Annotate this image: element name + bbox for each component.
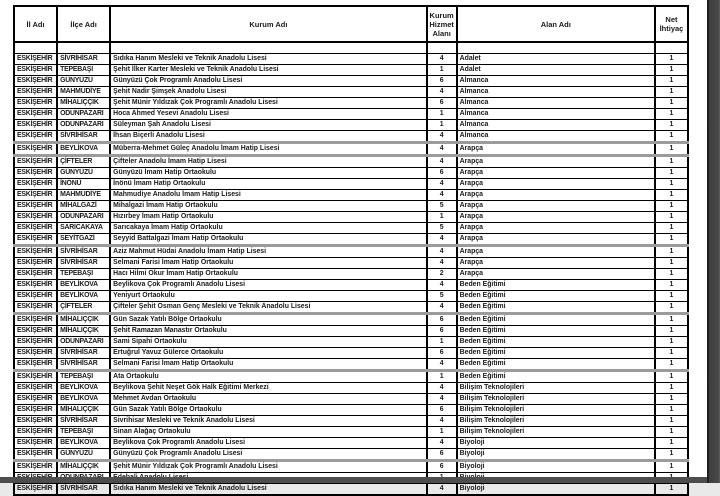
- page-edge-bottom: [0, 477, 707, 483]
- table-cell: ODUNPAZARI: [57, 337, 110, 348]
- table-cell: Beden Eğitimi: [457, 348, 655, 359]
- table-cell: MİHALGAZİ: [57, 201, 110, 212]
- table-cell: Bilişim Teknolojileri: [457, 427, 655, 438]
- table-cell: 6: [427, 348, 457, 359]
- table-row: [14, 280, 688, 291]
- table-cell: 1: [427, 427, 457, 438]
- table-cell: ODUNPAZARI: [57, 120, 110, 131]
- table-cell: MİHALIÇÇIK: [57, 461, 110, 473]
- table-cell: 6: [427, 326, 457, 337]
- table-cell: SİVRİHİSAR: [57, 131, 110, 143]
- table-cell: Bilişim Teknolojileri: [457, 383, 655, 394]
- table-cell: 4: [427, 394, 457, 405]
- table-cell: 1: [655, 394, 688, 405]
- table-cell: Mihalgazi İmam Hatip Ortaokulu: [110, 201, 426, 212]
- table-cell: SİVRİHİSAR: [57, 54, 110, 65]
- table-row: [14, 156, 688, 168]
- table-cell: BEYLİKOVA: [57, 438, 110, 449]
- table-cell: 4: [427, 234, 457, 246]
- table-cell: 1: [655, 168, 688, 179]
- table-row: [14, 326, 688, 337]
- table-cell: ESKİŞEHİR: [14, 449, 57, 461]
- table-cell: GÜNYÜZÜ: [57, 449, 110, 461]
- table-row: [14, 383, 688, 394]
- table-cell: 6: [427, 168, 457, 179]
- table-cell: Arapça: [457, 168, 655, 179]
- table-cell: ESKİŞEHİR: [14, 246, 57, 258]
- table-row: [14, 98, 688, 109]
- table-row: [14, 449, 688, 461]
- table-cell: 1: [655, 291, 688, 302]
- table-cell: 1: [655, 156, 688, 168]
- table-row: [14, 269, 688, 280]
- table-cell: Mehmet Avdan Ortaokulu: [110, 394, 426, 405]
- table-cell: 4: [427, 280, 457, 291]
- table-cell: ESKİŞEHİR: [14, 416, 57, 427]
- table-cell: 1: [427, 65, 457, 76]
- column-header: Alan Adı: [457, 6, 655, 42]
- table-cell: Beden Eğitimi: [457, 359, 655, 371]
- spacer-cell: [427, 42, 457, 54]
- table-cell: 4: [427, 258, 457, 269]
- table-cell: 4: [427, 438, 457, 449]
- table-cell: 1: [655, 190, 688, 201]
- table-cell: Biyoloji: [457, 484, 655, 496]
- table-cell: ÇİFTELER: [57, 156, 110, 168]
- table-cell: 1: [655, 337, 688, 348]
- table-cell: 1: [655, 416, 688, 427]
- table-cell: ESKİŞEHİR: [14, 131, 57, 143]
- table-cell: Çifteler Şehit Osman Genç Mesleki ve Teknik Anadolu Lisesi: [110, 302, 426, 314]
- header-spacer-row: [14, 42, 688, 54]
- table-cell: ESKİŞEHİR: [14, 405, 57, 416]
- table-cell: Beden Eğitimi: [457, 314, 655, 326]
- table-cell: BEYLİKOVA: [57, 280, 110, 291]
- table-cell: Adalet: [457, 54, 655, 65]
- table-cell: Arapça: [457, 143, 655, 156]
- table-cell: Almanca: [457, 120, 655, 131]
- table-cell: İhsan Biçerli Anadolu Lisesi: [110, 131, 426, 143]
- column-header: Net İhtiyaç: [655, 6, 688, 42]
- spacer-cell: [14, 42, 57, 54]
- table-cell: 6: [427, 314, 457, 326]
- table-cell: 4: [427, 87, 457, 98]
- table-cell: BEYLİKOVA: [57, 394, 110, 405]
- spacer-cell: [110, 42, 426, 54]
- table-cell: Şehit Ramazan Manastır Ortaokulu: [110, 326, 426, 337]
- table-cell: Sıdıka Hanım Mesleki ve Teknik Anadolu Lisesi: [110, 54, 426, 65]
- table-cell: SARICAKAYA: [57, 223, 110, 234]
- table-cell: 1: [655, 438, 688, 449]
- table-cell: ESKİŞEHİR: [14, 120, 57, 131]
- column-header: İl Adı: [14, 6, 57, 42]
- table-cell: Bilişim Teknolojileri: [457, 405, 655, 416]
- table-cell: ESKİŞEHİR: [14, 109, 57, 120]
- table-cell: TEPEBAŞI: [57, 427, 110, 438]
- table-cell: ESKİŞEHİR: [14, 168, 57, 179]
- table-cell: 5: [427, 291, 457, 302]
- table-cell: 4: [427, 54, 457, 65]
- table-cell: TEPEBAŞI: [57, 65, 110, 76]
- table-cell: Arapça: [457, 190, 655, 201]
- table-cell: 1: [655, 212, 688, 223]
- table-cell: 6: [427, 98, 457, 109]
- table-cell: 1: [655, 383, 688, 394]
- table-cell: 4: [427, 246, 457, 258]
- table-cell: 6: [427, 405, 457, 416]
- table-cell: ESKİŞEHİR: [14, 156, 57, 168]
- table-cell: 1: [655, 427, 688, 438]
- table-row: [14, 348, 688, 359]
- table-cell: ESKİŞEHİR: [14, 337, 57, 348]
- table-row: [14, 234, 688, 246]
- table-row: [14, 394, 688, 405]
- table-header: [14, 6, 688, 42]
- table-cell: ESKİŞEHİR: [14, 484, 57, 496]
- table-cell: Günyüzü Çok Programlı Anadolu Lisesi: [110, 76, 426, 87]
- table-cell: ESKİŞEHİR: [14, 201, 57, 212]
- table-cell: SİVRİHİSAR: [57, 348, 110, 359]
- table-cell: Aziz Mahmut Hüdai Anadolu İmam Hatip Lisesi: [110, 246, 426, 258]
- table-row: [14, 179, 688, 190]
- table-cell: Ata Ortaokulu: [110, 371, 426, 383]
- table-cell: 4: [427, 359, 457, 371]
- table-row: [14, 291, 688, 302]
- table-cell: ESKİŞEHİR: [14, 394, 57, 405]
- table-cell: ESKİŞEHİR: [14, 359, 57, 371]
- table-cell: ESKİŞEHİR: [14, 234, 57, 246]
- table-cell: TEPEBAŞI: [57, 371, 110, 383]
- table-cell: ESKİŞEHİR: [14, 427, 57, 438]
- table-cell: ESKİŞEHİR: [14, 258, 57, 269]
- table-row: [14, 223, 688, 234]
- column-header: Kurum Adı: [110, 6, 426, 42]
- table-row: [14, 131, 688, 143]
- table-cell: ODUNPAZARI: [57, 109, 110, 120]
- table-cell: Biyoloji: [457, 449, 655, 461]
- table-row: [14, 416, 688, 427]
- table-row: [14, 314, 688, 326]
- table-cell: 1: [655, 359, 688, 371]
- table-cell: Arapça: [457, 234, 655, 246]
- table-cell: TEPEBAŞI: [57, 269, 110, 280]
- table-cell: 1: [655, 65, 688, 76]
- table-cell: Almanca: [457, 87, 655, 98]
- table-cell: Günyüzü Çok Programlı Anadolu Lisesi: [110, 449, 426, 461]
- table-cell: Arapça: [457, 258, 655, 269]
- table-cell: 1: [655, 484, 688, 496]
- table-cell: 4: [427, 302, 457, 314]
- table-cell: Gün Sazak Yatılı Bölge Ortaokulu: [110, 314, 426, 326]
- table-cell: Ertuğrul Yavuz Gülerce Ortaokulu: [110, 348, 426, 359]
- table-cell: ESKİŞEHİR: [14, 280, 57, 291]
- table-cell: Sivrihisar Mesleki ve Teknik Anadolu Lisesi: [110, 416, 426, 427]
- table-row: [14, 65, 688, 76]
- table-cell: Bilişim Teknolojileri: [457, 394, 655, 405]
- table-cell: BEYLİKOVA: [57, 291, 110, 302]
- table-cell: Adalet: [457, 65, 655, 76]
- table-cell: İnönü İmam Hatip Ortaokulu: [110, 179, 426, 190]
- table-cell: Sami Sipahi Ortaokulu: [110, 337, 426, 348]
- table-cell: Beylikova Çok Programlı Anadolu Lisesi: [110, 438, 426, 449]
- table-row: [14, 302, 688, 314]
- table-cell: 1: [655, 302, 688, 314]
- table-cell: BEYLİKOVA: [57, 383, 110, 394]
- table-row: [14, 461, 688, 473]
- table-cell: Beden Eğitimi: [457, 337, 655, 348]
- table-cell: SİVRİHİSAR: [57, 246, 110, 258]
- table-cell: ESKİŞEHİR: [14, 269, 57, 280]
- table-cell: ODUNPAZARI: [57, 212, 110, 223]
- table-cell: 1: [655, 131, 688, 143]
- table-cell: 1: [655, 76, 688, 87]
- table-cell: ESKİŞEHİR: [14, 383, 57, 394]
- table-cell: Hacı Hilmi Okur İmam Hatip Ortaokulu: [110, 269, 426, 280]
- table-cell: 1: [655, 234, 688, 246]
- table-cell: 1: [655, 258, 688, 269]
- table-cell: 5: [427, 201, 457, 212]
- table-cell: Şehit Nadir Şimşek Anadolu Lisesi: [110, 87, 426, 98]
- table-row: [14, 246, 688, 258]
- table-cell: ESKİŞEHİR: [14, 87, 57, 98]
- table-cell: 6: [427, 76, 457, 87]
- table-cell: MİHALIÇÇIK: [57, 326, 110, 337]
- table-cell: Almanca: [457, 109, 655, 120]
- spacer-cell: [457, 42, 655, 54]
- table-cell: ESKİŞEHİR: [14, 302, 57, 314]
- table-cell: Arapça: [457, 179, 655, 190]
- table-cell: ESKİŞEHİR: [14, 223, 57, 234]
- table-cell: ÇİFTELER: [57, 302, 110, 314]
- table-cell: Almanca: [457, 98, 655, 109]
- table-cell: 1: [655, 87, 688, 98]
- table-cell: SİVRİHİSAR: [57, 416, 110, 427]
- table-cell: Arapça: [457, 246, 655, 258]
- table-row: [14, 201, 688, 212]
- table-cell: GÜNYÜZÜ: [57, 76, 110, 87]
- table-cell: BEYLİKOVA: [57, 143, 110, 156]
- spacer-cell: [57, 42, 110, 54]
- table-cell: Süleyman Şah Anadolu Lisesi: [110, 120, 426, 131]
- table-cell: Almanca: [457, 131, 655, 143]
- table-cell: SİVRİHİSAR: [57, 258, 110, 269]
- table-cell: 1: [655, 143, 688, 156]
- table-body: [14, 42, 688, 495]
- table-row: [14, 190, 688, 201]
- table-row: [14, 143, 688, 156]
- table-cell: Yeniyurt Ortaokulu: [110, 291, 426, 302]
- table-cell: 1: [655, 314, 688, 326]
- table-cell: SİVRİHİSAR: [57, 484, 110, 496]
- table-row: [14, 87, 688, 98]
- table-cell: Biyoloji: [457, 461, 655, 473]
- table-cell: ESKİŞEHİR: [14, 212, 57, 223]
- table-cell: Bilişim Teknolojileri: [457, 416, 655, 427]
- table-row: [14, 484, 688, 496]
- table-cell: 6: [427, 461, 457, 473]
- table-row: [14, 168, 688, 179]
- table-cell: SEYİTGAZİ: [57, 234, 110, 246]
- table-row: [14, 258, 688, 269]
- table-cell: 4: [427, 131, 457, 143]
- spacer-cell: [655, 42, 688, 54]
- table-cell: ESKİŞEHİR: [14, 371, 57, 383]
- table-cell: Beden Eğitimi: [457, 371, 655, 383]
- table-cell: Hoca Ahmed Yesevi Anadolu Lisesi: [110, 109, 426, 120]
- table-cell: Beden Eğitimi: [457, 302, 655, 314]
- table-cell: Arapça: [457, 223, 655, 234]
- table-row: [14, 359, 688, 371]
- table-cell: ESKİŞEHİR: [14, 461, 57, 473]
- table-cell: ESKİŞEHİR: [14, 98, 57, 109]
- table-cell: Beden Eğitimi: [457, 280, 655, 291]
- table-cell: Beylikova Çok Programlı Anadolu Lisesi: [110, 280, 426, 291]
- table-cell: ESKİŞEHİR: [14, 326, 57, 337]
- table-cell: ESKİŞEHİR: [14, 348, 57, 359]
- table-cell: Beden Eğitimi: [457, 291, 655, 302]
- table-row: [14, 438, 688, 449]
- table-cell: Müberra-Mehmet Güleç Anadolu İmam Hatip Lisesi: [110, 143, 426, 156]
- table-cell: Sarıcakaya İmam Hatip Ortaokulu: [110, 223, 426, 234]
- table-row: [14, 427, 688, 438]
- table-cell: 1: [655, 246, 688, 258]
- table-cell: Hızırbey İmam Hatip Ortaokulu: [110, 212, 426, 223]
- table-row: [14, 212, 688, 223]
- column-header: Kurum Hizmet Alanı: [427, 6, 457, 42]
- table-cell: Arapça: [457, 269, 655, 280]
- table-cell: 4: [427, 484, 457, 496]
- table-cell: ESKİŞEHİR: [14, 179, 57, 190]
- table-cell: 4: [427, 156, 457, 168]
- table-cell: ESKİŞEHİR: [14, 438, 57, 449]
- table-cell: 1: [427, 337, 457, 348]
- table-cell: 1: [655, 54, 688, 65]
- table-cell: 1: [655, 280, 688, 291]
- table-row: [14, 337, 688, 348]
- table-cell: 1: [427, 371, 457, 383]
- table-cell: MİHALIÇÇIK: [57, 405, 110, 416]
- table-cell: Mahmudiye Anadolu İmam Hatip Lisesi: [110, 190, 426, 201]
- table-cell: Gün Sazak Yatılı Bölge Ortaokulu: [110, 405, 426, 416]
- table-row: [14, 120, 688, 131]
- table-cell: Sıdıka Hanım Mesleki ve Teknik Anadolu Lisesi: [110, 484, 426, 496]
- table-cell: MAHMUDİYE: [57, 190, 110, 201]
- table-cell: 1: [655, 98, 688, 109]
- table-cell: 4: [427, 143, 457, 156]
- table-cell: 1: [427, 109, 457, 120]
- table-cell: 6: [427, 449, 457, 461]
- table-cell: Arapça: [457, 201, 655, 212]
- table-cell: Arapça: [457, 212, 655, 223]
- table-cell: 1: [655, 179, 688, 190]
- column-header: İlçe Adı: [57, 6, 110, 42]
- table-cell: ESKİŞEHİR: [14, 54, 57, 65]
- table-cell: Şehit İlker Karter Mesleki ve Teknik Anadolu Lisesi: [110, 65, 426, 76]
- table-cell: Almanca: [457, 76, 655, 87]
- table-cell: 1: [655, 326, 688, 337]
- table-cell: 1: [655, 269, 688, 280]
- table-cell: 1: [427, 212, 457, 223]
- table-cell: Sinan Alağaç Ortaokulu: [110, 427, 426, 438]
- table-cell: ESKİŞEHİR: [14, 314, 57, 326]
- table-cell: Selmani Farisi İmam Hatip Ortaokulu: [110, 258, 426, 269]
- table-row: [14, 371, 688, 383]
- table-row: [14, 76, 688, 87]
- table-cell: 4: [427, 383, 457, 394]
- table-cell: Seyyid Battalgazi İmam Hatip Ortaokulu: [110, 234, 426, 246]
- table-cell: 1: [655, 449, 688, 461]
- table-cell: Arapça: [457, 156, 655, 168]
- table-cell: Şehit Münir Yıldızak Çok Programlı Anadolu Lisesi: [110, 461, 426, 473]
- table-cell: Çifteler Anadolu İmam Hatip Lisesi: [110, 156, 426, 168]
- page-edge-right: [707, 0, 720, 483]
- table-cell: İNÖNÜ: [57, 179, 110, 190]
- table-cell: ESKİŞEHİR: [14, 143, 57, 156]
- table-cell: MİHALIÇÇIK: [57, 98, 110, 109]
- table-cell: 1: [655, 348, 688, 359]
- table-cell: ESKİŞEHİR: [14, 190, 57, 201]
- table-cell: 4: [427, 190, 457, 201]
- table-cell: Beden Eğitimi: [457, 326, 655, 337]
- table-cell: ESKİŞEHİR: [14, 76, 57, 87]
- table-cell: 4: [427, 416, 457, 427]
- table-cell: MAHMUDİYE: [57, 87, 110, 98]
- table-cell: Günyüzü İmam Hatip Ortaokulu: [110, 168, 426, 179]
- table-cell: 1: [655, 201, 688, 212]
- table-cell: Biyoloji: [457, 438, 655, 449]
- table-cell: Beylikova Şehit Neşet Gök Halk Eğitimi Merkezi: [110, 383, 426, 394]
- table-cell: 1: [655, 405, 688, 416]
- table-cell: 1: [655, 109, 688, 120]
- table-cell: 1: [655, 120, 688, 131]
- table-cell: 1: [655, 223, 688, 234]
- table-cell: ESKİŞEHİR: [14, 291, 57, 302]
- table-cell: Selmani Farisi İmam Hatip Ortaokulu: [110, 359, 426, 371]
- table-header-row: [14, 6, 688, 42]
- table-row: [14, 54, 688, 65]
- table-cell: GÜNYÜZÜ: [57, 168, 110, 179]
- table-cell: SİVRİHİSAR: [57, 359, 110, 371]
- table-cell: 4: [427, 179, 457, 190]
- table-cell: 2: [427, 269, 457, 280]
- table-cell: MİHALIÇÇIK: [57, 314, 110, 326]
- table-cell: Şehit Münir Yıldızak Çok Programlı Anadolu Lisesi: [110, 98, 426, 109]
- table-row: [14, 109, 688, 120]
- table-cell: ESKİŞEHİR: [14, 65, 57, 76]
- table-cell: 1: [655, 461, 688, 473]
- teacher-needs-table: [13, 5, 689, 496]
- table-cell: 5: [427, 223, 457, 234]
- table-row: [14, 405, 688, 416]
- table-cell: 1: [655, 371, 688, 383]
- table-cell: 1: [427, 120, 457, 131]
